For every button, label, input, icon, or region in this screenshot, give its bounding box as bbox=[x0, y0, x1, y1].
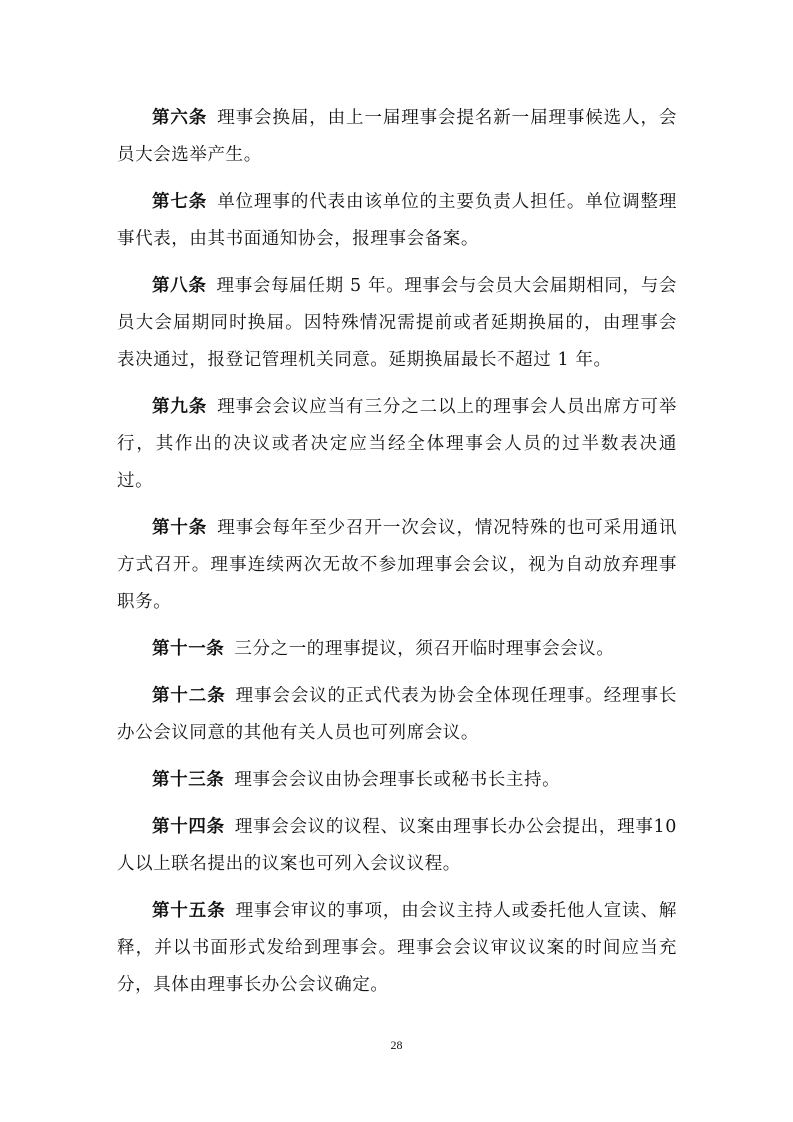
article-text: 理事会会议的正式代表为协会全体现任理事。经理事长办公会议同意的其他有关人员也可列席会议。 bbox=[117, 686, 677, 743]
article-text: 理事会每年至少召开一次会议，情况特殊的也可采用通讯方式召开。理事连续两次无故不参加理事会会议，视为自动放弃理事职务。 bbox=[117, 518, 677, 612]
article-text: 理事会会议应当有三分之二以上的理事会人员出席方可举行，其作出的决议或者决定应当经全体理事会人员的过半数表决通过。 bbox=[117, 397, 677, 491]
page-number: 28 bbox=[390, 1038, 403, 1052]
article-heading: 第十二条 bbox=[152, 686, 226, 706]
article-heading: 第十一条 bbox=[152, 639, 225, 659]
article-8 bbox=[117, 268, 677, 379]
article-heading: 第八条 bbox=[152, 276, 207, 296]
article-text: 单位理事的代表由该单位的主要负责人担任。单位调整理事代表，由其书面通知协会，报理事会备案。 bbox=[117, 192, 677, 249]
article-text: 理事会会议由协会理事长或秘书长主持。 bbox=[234, 770, 561, 790]
article-heading: 第七条 bbox=[152, 192, 208, 212]
article-text: 理事会会议的议程、议案由理事长办公会提出，理事10 人以上联名提出的议案也可列入会议议程。 bbox=[117, 817, 677, 874]
article-text: 理事会审议的事项，由会议主持人或委托他人宣读、解释，并以书面形式发给到理事会。理事会会议审议议案的时间应当充分，具体由理事长办公会议确定。 bbox=[117, 901, 677, 995]
article-12 bbox=[117, 678, 677, 752]
article-heading: 第十三条 bbox=[152, 770, 225, 790]
article-14 bbox=[117, 809, 677, 883]
article-10 bbox=[117, 510, 677, 621]
article-7 bbox=[117, 184, 677, 258]
article-9 bbox=[117, 389, 677, 500]
article-13 bbox=[117, 762, 677, 799]
article-heading: 第十五条 bbox=[152, 901, 226, 921]
article-11 bbox=[117, 631, 677, 668]
article-heading: 第九条 bbox=[152, 397, 208, 417]
article-list bbox=[117, 100, 677, 1014]
article-text: 理事会每届任期 5 年。理事会与会员大会届期相同，与会员大会届期同时换届。因特殊情况需提前或者延期换届的，由理事会表决通过，报登记管理机关同意。延期换届最长不超过 1 年。 bbox=[117, 276, 677, 370]
article-15 bbox=[117, 893, 677, 1004]
article-text: 理事会换届，由上一届理事会提名新一届理事候选人，会员大会选举产生。 bbox=[117, 108, 677, 165]
article-heading: 第十条 bbox=[152, 518, 208, 538]
article-6 bbox=[117, 100, 677, 174]
article-text: 三分之一的理事提议，须召开临时理事会会议。 bbox=[234, 639, 615, 659]
article-heading: 第十四条 bbox=[152, 817, 225, 837]
article-heading: 第六条 bbox=[152, 108, 208, 128]
